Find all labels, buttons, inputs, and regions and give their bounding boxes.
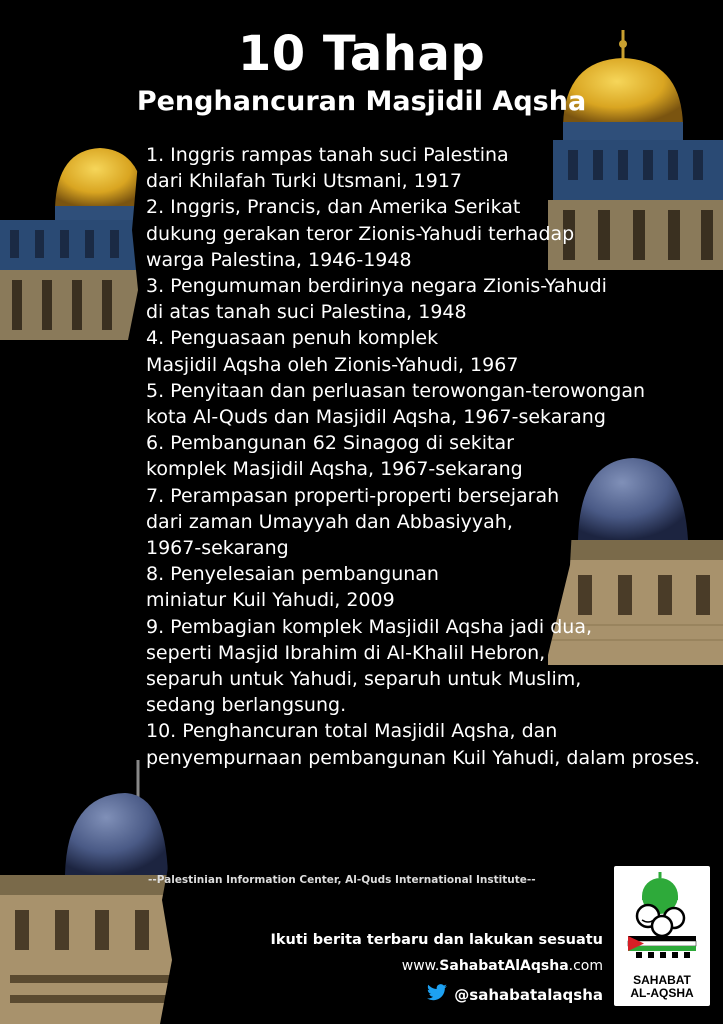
step-line: seperti Masjid Ibrahim di Al-Khalil Hebron, bbox=[146, 641, 546, 664]
logo-text-line1: SAHABAT bbox=[633, 973, 691, 987]
step-line: komplek Masjidil Aqsha, 1967-sekarang bbox=[146, 458, 523, 481]
gold-dome-image-left bbox=[0, 140, 160, 340]
sahabat-alaqsha-logo bbox=[614, 866, 710, 1006]
step-line: miniatur Kuil Yahudi, 2009 bbox=[146, 589, 395, 612]
twitter-handle: @sahabatalaqsha bbox=[454, 986, 603, 1004]
logo-text-line2: AL-AQSHA bbox=[630, 986, 694, 1000]
website-prefix: www. bbox=[401, 958, 440, 974]
step-1 bbox=[146, 142, 706, 194]
step-line: 7. Perampasan properti-properti bersejarah bbox=[146, 484, 560, 507]
website-name: SahabatAlAqsha bbox=[439, 958, 569, 974]
step-7 bbox=[146, 483, 706, 562]
website-suffix: .com bbox=[568, 958, 603, 974]
step-line: 4. Penguasaan penuh komplek bbox=[146, 327, 439, 350]
step-line: 9. Pembagian komplek Masjidil Aqsha jadi dua, bbox=[146, 615, 593, 638]
step-line: sedang berlangsung. bbox=[146, 694, 347, 717]
source-credit: --Palestinian Information Center, Al-Quds International Institute-- bbox=[148, 874, 536, 886]
step-line: dari Khilafah Turki Utsmani, 1917 bbox=[146, 170, 463, 193]
page-title: 10 Tahap bbox=[237, 26, 486, 82]
twitter-link[interactable] bbox=[426, 984, 603, 1006]
step-8 bbox=[146, 561, 706, 613]
steps-list bbox=[146, 142, 706, 771]
step-9 bbox=[146, 614, 706, 719]
step-6 bbox=[146, 430, 706, 482]
step-4 bbox=[146, 325, 706, 377]
blue-dome-image-bottom-left bbox=[0, 760, 185, 1024]
step-3 bbox=[146, 273, 706, 325]
step-line: kota Al-Quds dan Masjidil Aqsha, 1967-sekarang bbox=[146, 406, 606, 429]
step-line: 3. Pengumuman berdirinya negara Zionis-Yahudi bbox=[146, 275, 607, 298]
call-to-action: Ikuti berita terbaru dan lakukan sesuatu bbox=[270, 932, 603, 948]
step-line: dari zaman Umayyah dan Abbasiyyah, bbox=[146, 510, 513, 533]
step-line: dukung gerakan teror Zionis-Yahudi terhadap bbox=[146, 222, 575, 245]
step-5 bbox=[146, 378, 706, 430]
step-line: 1. Inggris rampas tanah suci Palestina bbox=[146, 144, 509, 166]
step-line: 5. Penyitaan dan perluasan terowongan-terowongan bbox=[146, 379, 646, 402]
step-2 bbox=[146, 194, 706, 273]
step-line: Masjidil Aqsha oleh Zionis-Yahudi, 1967 bbox=[146, 353, 519, 376]
page-subtitle: Penghancuran Masjidil Aqsha bbox=[136, 86, 587, 117]
website-link[interactable] bbox=[402, 958, 603, 974]
step-line: warga Palestina, 1946-1948 bbox=[146, 248, 412, 271]
step-line: 6. Pembangunan 62 Sinagog di sekitar bbox=[146, 432, 514, 455]
step-line: 2. Inggris, Prancis, dan Amerika Serikat bbox=[146, 196, 521, 219]
twitter-bird-icon bbox=[426, 984, 448, 1006]
step-10 bbox=[146, 718, 706, 770]
step-line: 10. Penghancuran total Masjidil Aqsha, dan bbox=[146, 720, 558, 743]
step-line: penyempurnaan pembangunan Kuil Yahudi, dalam proses. bbox=[146, 746, 701, 769]
step-line: 8. Penyelesaian pembangunan bbox=[146, 563, 439, 586]
step-line: separuh untuk Yahudi, separuh untuk Muslim, bbox=[146, 668, 582, 691]
step-line: 1967-sekarang bbox=[146, 537, 289, 560]
step-line: di atas tanah suci Palestina, 1948 bbox=[146, 301, 467, 324]
